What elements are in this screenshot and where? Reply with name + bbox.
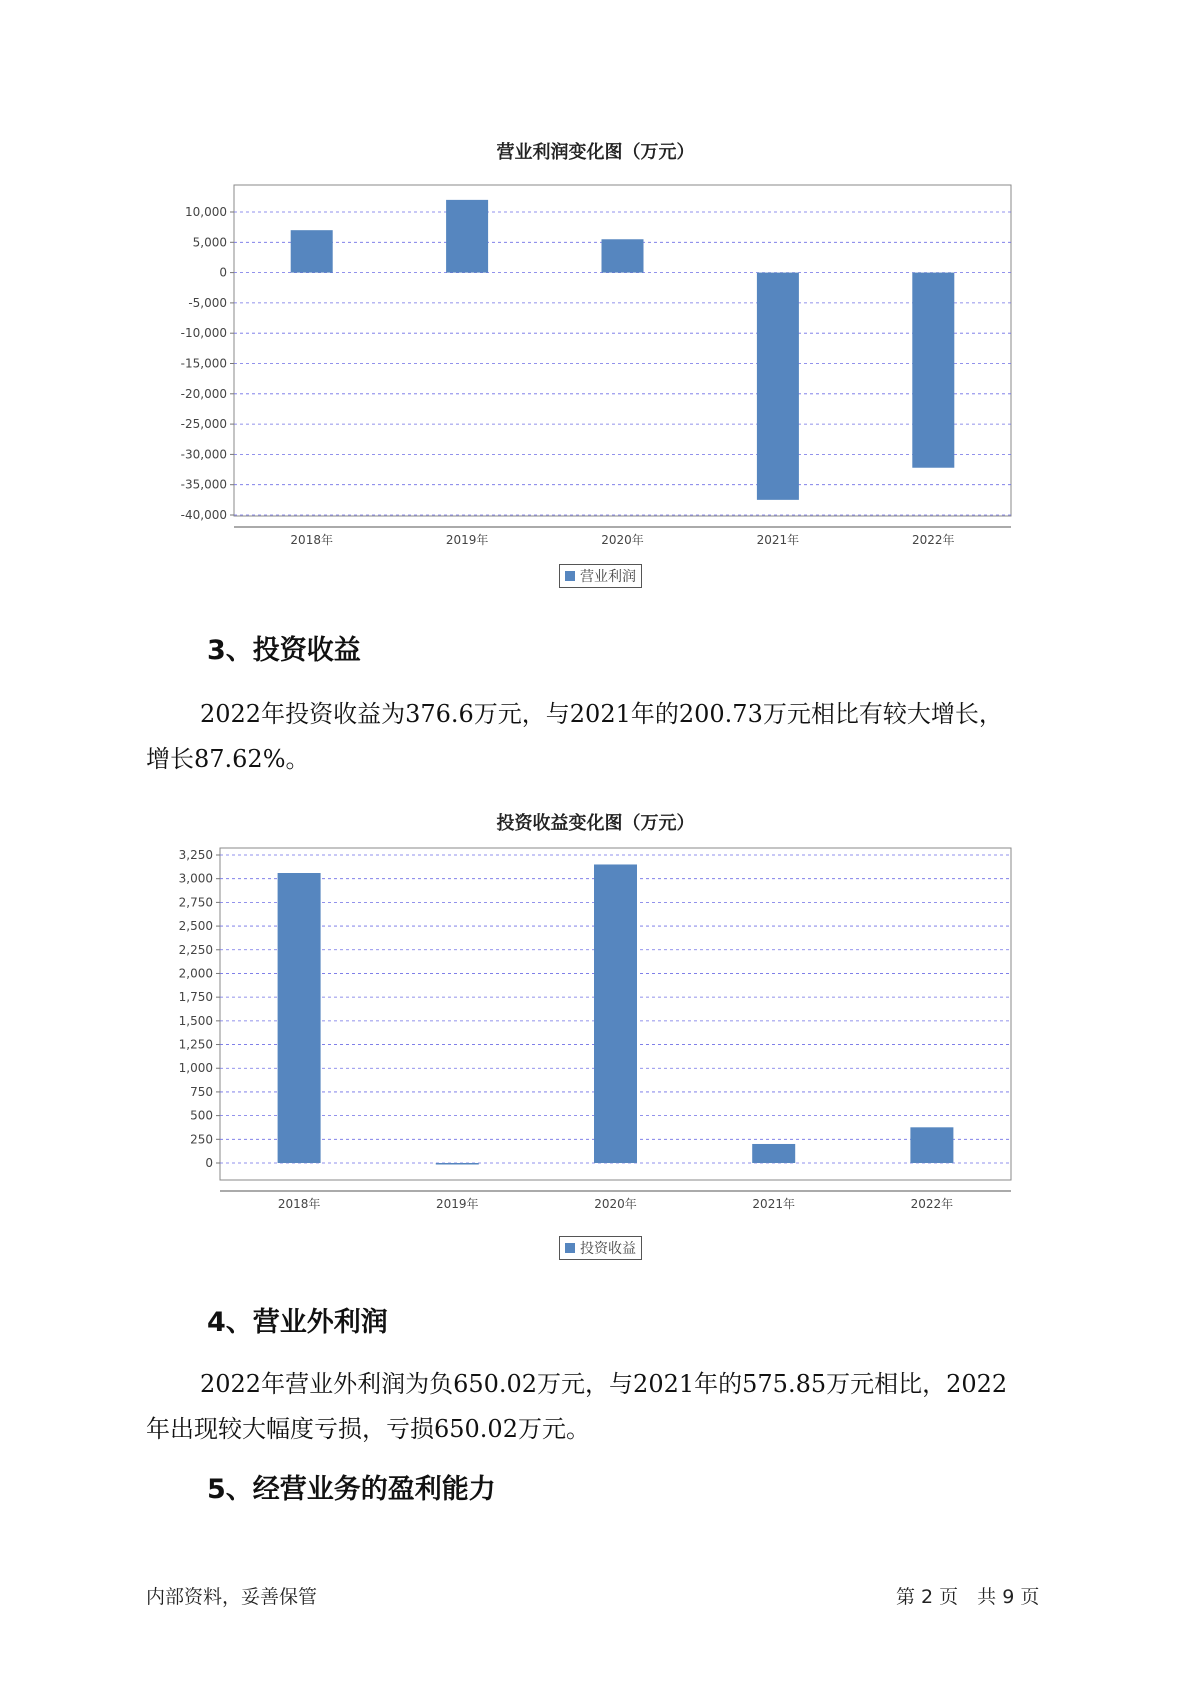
y-tick-label: -35,000 — [180, 477, 227, 492]
x-tick-label: 2019年 — [445, 533, 489, 547]
x-tick-label: 2021年 — [756, 533, 800, 547]
legend-swatch — [565, 1243, 575, 1253]
paragraph-line: 增长87.62%。 — [146, 745, 310, 773]
bar-2021年 — [752, 1144, 795, 1163]
heading-investment-income: 3、投资收益 — [207, 635, 361, 666]
y-tick-label: 1,000 — [178, 1061, 213, 1076]
heading-operating-profitability: 5、经营业务的盈利能力 — [207, 1474, 496, 1505]
footer-confidential-note: 内部资料，妥善保管 — [146, 1586, 318, 1608]
x-tick-label: 2022年 — [912, 533, 955, 547]
paragraph-non-operating-profit — [146, 1362, 1071, 1452]
y-tick-label: 0 — [205, 1156, 213, 1170]
legend-label: 投资收益 — [580, 1241, 636, 1257]
paragraph-line: 2022年投资收益为376.6万元，与2021年的200.73万元相比有较大增长， — [200, 700, 1003, 728]
y-tick-label: -40,000 — [180, 508, 227, 522]
bar-2018年 — [278, 873, 321, 1163]
y-tick-label: 3,250 — [178, 848, 213, 862]
y-tick-label: 1,250 — [178, 1037, 213, 1052]
y-tick-label: 2,250 — [178, 942, 213, 957]
bar-2019年 — [436, 1163, 479, 1165]
chart-title-investment-income: 投资收益变化图（万元） — [496, 813, 695, 834]
paragraph-line: 2022年营业外利润为负650.02万元，与2021年的575.85万元相比，2022 — [200, 1370, 1008, 1398]
chart-title-operating-profit: 营业利润变化图（万元） — [496, 142, 695, 163]
y-tick-label: -15,000 — [180, 356, 227, 371]
x-tick-label: 2021年 — [752, 1197, 795, 1211]
x-tick-label: 2018年 — [277, 1197, 321, 1211]
y-tick-label: -20,000 — [180, 386, 227, 401]
y-tick-label: 500 — [190, 1108, 213, 1123]
y-tick-label: 5,000 — [192, 235, 227, 250]
y-tick-label: -25,000 — [180, 417, 227, 432]
bar-2022年 — [910, 1127, 953, 1163]
x-tick-label: 2022年 — [910, 1197, 954, 1211]
y-tick-label: -5,000 — [188, 295, 227, 310]
x-tick-label: 2018年 — [290, 533, 333, 547]
heading-non-operating-profit: 4、营业外利润 — [207, 1307, 388, 1338]
y-tick-label: -10,000 — [180, 326, 227, 341]
y-tick-label: 1,750 — [178, 990, 213, 1005]
paragraph-line: 年出现较大幅度亏损，亏损650.02万元。 — [146, 1415, 590, 1443]
y-tick-label: 3,000 — [178, 871, 213, 886]
y-tick-label: 10,000 — [185, 205, 227, 219]
y-tick-label: -30,000 — [180, 447, 227, 462]
footer-page-number: 第 2 页 共 9 页 — [896, 1586, 1040, 1608]
bar-2020年 — [594, 864, 637, 1163]
y-tick-label: 2,500 — [178, 919, 213, 934]
y-tick-label: 2,750 — [178, 895, 213, 910]
legend-investment-income — [559, 1236, 642, 1260]
y-tick-label: 2,000 — [178, 966, 213, 981]
y-tick-label: 0 — [219, 265, 227, 280]
x-tick-label: 2019年 — [436, 1197, 479, 1211]
x-tick-label: 2020年 — [594, 1197, 637, 1211]
legend-label: 营业利润 — [580, 569, 636, 585]
y-tick-label: 250 — [190, 1132, 213, 1147]
x-tick-label: 2020年 — [601, 533, 644, 547]
y-tick-label: 1,500 — [178, 1013, 213, 1028]
y-tick-label: 750 — [190, 1084, 213, 1099]
